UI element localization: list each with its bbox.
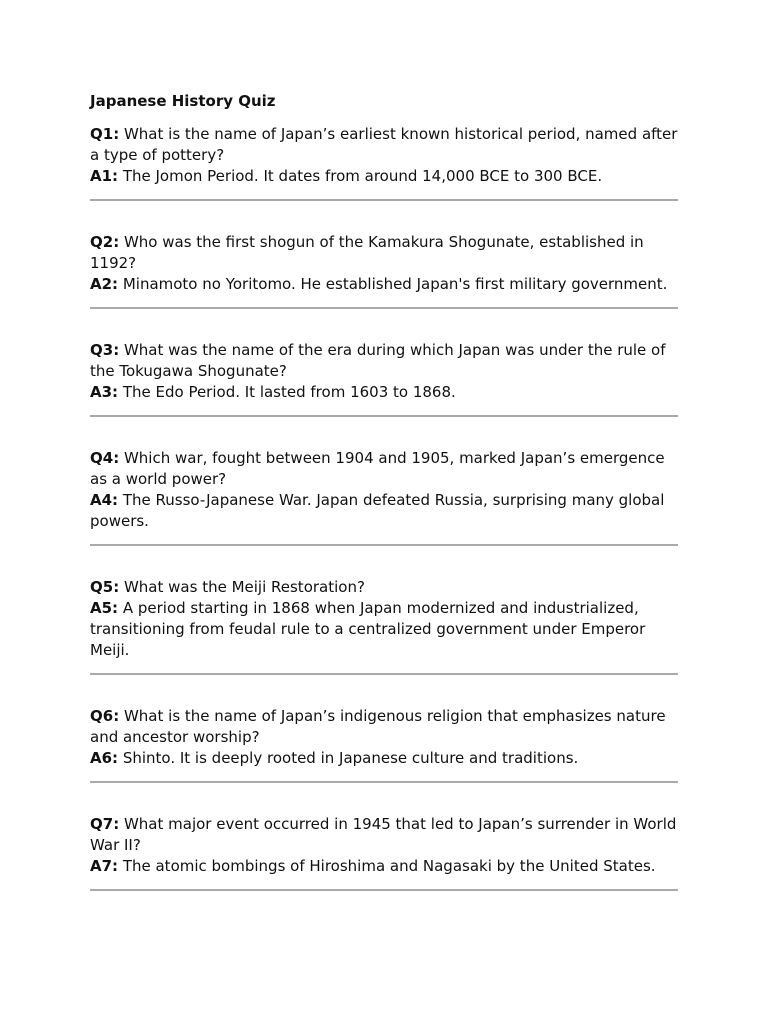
question-label: Q6: bbox=[90, 707, 120, 725]
divider bbox=[90, 544, 678, 546]
question-label: Q2: bbox=[90, 233, 120, 251]
answer-text: The Russo-Japanese War. Japan defeated Russia, surprising many global powers. bbox=[90, 491, 665, 530]
qa-item-6 bbox=[90, 706, 678, 769]
divider bbox=[90, 889, 678, 891]
answer-label: A4: bbox=[90, 491, 119, 509]
question-label: Q5: bbox=[90, 578, 120, 596]
answer-text: Minamoto no Yoritomo. He established Japan's first military government. bbox=[122, 275, 668, 293]
question-label: Q1: bbox=[90, 125, 120, 143]
question-text: What major event occurred in 1945 that led to Japan’s surrender in World War II? bbox=[90, 815, 677, 854]
answer-6 bbox=[90, 748, 678, 769]
qa-item-3 bbox=[90, 340, 678, 403]
qa-item-4 bbox=[90, 448, 678, 532]
qa-item-7 bbox=[90, 814, 678, 877]
divider bbox=[90, 673, 678, 675]
divider bbox=[90, 415, 678, 417]
question-3 bbox=[90, 340, 678, 382]
question-text: What is the name of Japan’s indigenous religion that emphasizes nature and ancestor worship? bbox=[90, 707, 666, 746]
answer-text: The Edo Period. It lasted from 1603 to 1868. bbox=[122, 383, 456, 401]
question-4 bbox=[90, 448, 678, 490]
answer-text: A period starting in 1868 when Japan modernized and industrialized, transitioning from feudal rule to a centralized government under Emperor Meiji. bbox=[90, 599, 646, 659]
answer-text: The atomic bombings of Hiroshima and Nagasaki by the United States. bbox=[122, 857, 656, 875]
answer-text: Shinto. It is deeply rooted in Japanese culture and traditions. bbox=[122, 749, 579, 767]
quiz-document bbox=[90, 91, 678, 922]
question-label: Q7: bbox=[90, 815, 120, 833]
question-label: Q3: bbox=[90, 341, 120, 359]
qa-item-5 bbox=[90, 577, 678, 661]
question-6 bbox=[90, 706, 678, 748]
question-1 bbox=[90, 124, 678, 166]
answer-text: The Jomon Period. It dates from around 14,000 BCE to 300 BCE. bbox=[122, 167, 603, 185]
qa-item-1 bbox=[90, 124, 678, 187]
answer-7 bbox=[90, 856, 678, 877]
answer-label: A6: bbox=[90, 749, 119, 767]
answer-5 bbox=[90, 598, 678, 661]
question-text: What was the name of the era during which Japan was under the rule of the Tokugawa Shogunate? bbox=[90, 341, 666, 380]
answer-label: A2: bbox=[90, 275, 119, 293]
question-5 bbox=[90, 577, 678, 598]
question-label: Q4: bbox=[90, 449, 120, 467]
answer-label: A3: bbox=[90, 383, 119, 401]
divider bbox=[90, 307, 678, 309]
answer-4 bbox=[90, 490, 678, 532]
answer-3 bbox=[90, 382, 678, 403]
question-text: What is the name of Japan’s earliest known historical period, named after a type of pottery? bbox=[90, 125, 678, 164]
quiz-title: Japanese History Quiz bbox=[90, 92, 276, 110]
question-text: Which war, fought between 1904 and 1905, marked Japan’s emergence as a world power? bbox=[90, 449, 665, 488]
answer-2 bbox=[90, 274, 678, 295]
divider bbox=[90, 199, 678, 201]
answer-label: A7: bbox=[90, 857, 119, 875]
qa-item-2 bbox=[90, 232, 678, 295]
question-text: Who was the first shogun of the Kamakura Shogunate, established in 1192? bbox=[90, 233, 644, 272]
question-7 bbox=[90, 814, 678, 856]
question-text: What was the Meiji Restoration? bbox=[123, 578, 365, 596]
answer-1 bbox=[90, 166, 678, 187]
answer-label: A5: bbox=[90, 599, 119, 617]
question-2 bbox=[90, 232, 678, 274]
answer-label: A1: bbox=[90, 167, 119, 185]
divider bbox=[90, 781, 678, 783]
